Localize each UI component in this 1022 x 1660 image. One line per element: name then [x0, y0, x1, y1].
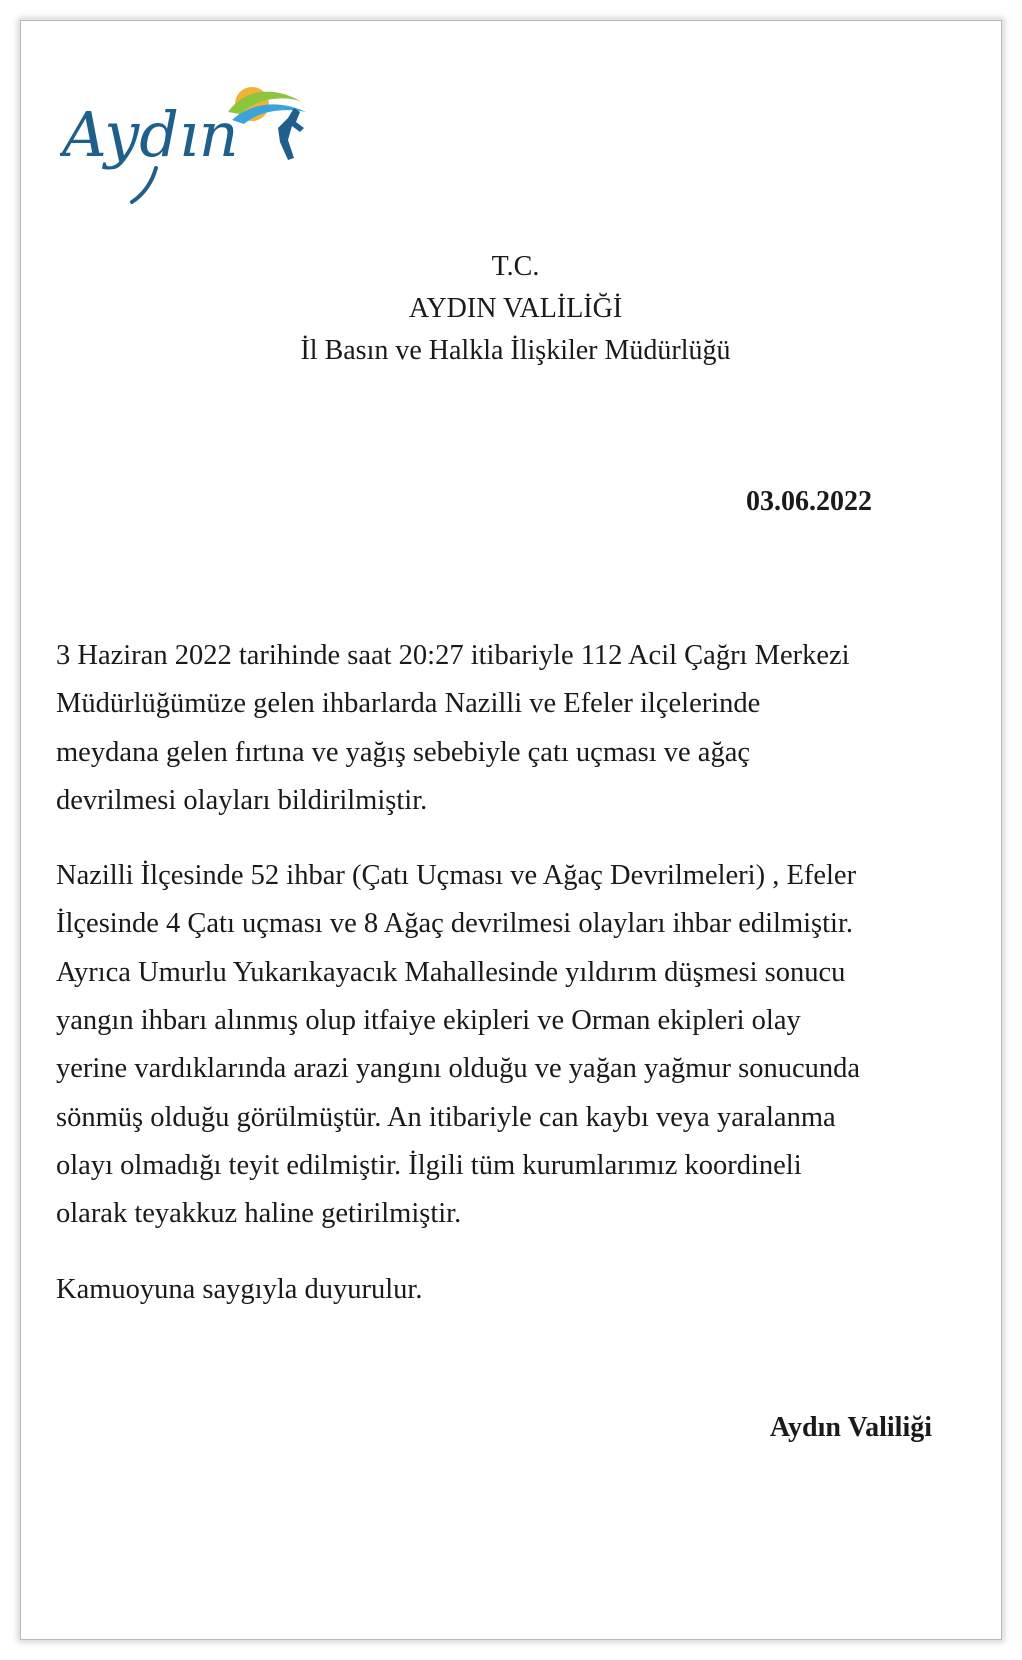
paragraph-1: 3 Haziran 2022 tarihinde saat 20:27 itibariyle 112 Acil Çağrı Merkezi Müdürlüğümüze gelen ihbarlarda Nazilli ve Efeler ilçelerinde meydana gelen fırtına ve yağış sebebiyle çatı uçması ve ağaç devrilmesi olayları bildirilmiştir.	[56, 640, 850, 816]
document-header	[0, 246, 1022, 372]
header-governorship: AYDIN VALİLİĞİ	[408, 293, 623, 324]
aydin-logo-image	[60, 78, 330, 208]
header-tc: T.C.	[491, 251, 540, 282]
document-body	[56, 632, 986, 1314]
aydin-logo	[60, 78, 330, 208]
logo-wordmark: Aydın	[62, 98, 239, 171]
header-department: İl Basın ve Halkla İlişkiler Müdürlüğü	[300, 335, 731, 366]
document-date: 03.06.2022	[746, 486, 872, 517]
paragraph-3: Kamuoyuna saygıyla duyurulur.	[56, 1273, 423, 1305]
paragraph-2: Nazilli İlçesinde 52 ihbar (Çatı Uçması ve Ağaç Devrilmeleri) , Efeler İlçesinde 4 Çatı uçması ve 8 Ağaç devrilmesi olayları ihbar edilmiştir. Ayrıca Umurlu Yukarıkayacık Mahallesinde yıldırım düşmesi sonucu yangın ihbarı alınmış olup itfaiye ekipleri ve Orman ekipleri olay yerine vardıklarında arazi yangını olduğu ve yağan yağmur sonucunda sönmüş olduğu görülmüştür. An itibariyle can kaybı veya yaralanma olayı olmadığı teyit edilmiştir. İlgili tüm kurumlarımız koordineli olarak teyakkuz haline getirilmiştir.	[56, 860, 861, 1230]
signature: Aydın Valiliği	[769, 1412, 932, 1443]
